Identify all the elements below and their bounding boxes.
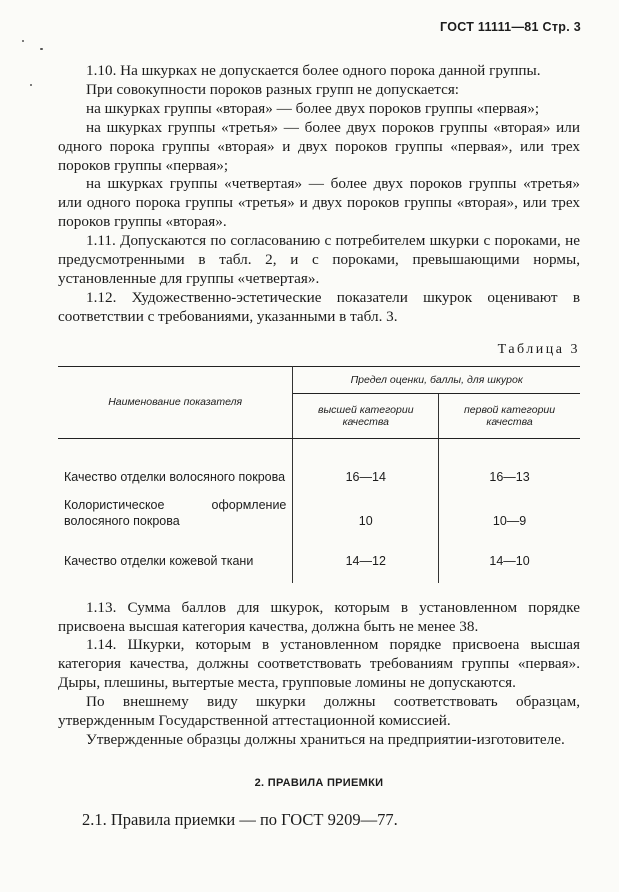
row-high-value: 14—12 — [293, 529, 439, 583]
row-first-value: 10—9 — [492, 513, 527, 528]
paragraph-1-14: 1.14. Шкурки, которым в установленном порядке присвоена высшая категория качества, должны соответствовать требованиям группы «первая». Дыры, плешины, вытертые места, групповые ломины не допускаются. — [58, 636, 580, 692]
table-row — [58, 529, 580, 583]
paragraph-group-fourth: на шкурках группы «четвертая» — более двух пороков группы «третья» или одного порока группы «третья» и двух пороков группы «вторая», или трех пороков группы «вторая». — [58, 175, 580, 231]
col-header-group: Предел оценки, баллы, для шкурок — [293, 366, 580, 393]
paragraph-group-second: на шкурках группы «вторая» — более двух пороков группы «первая»; — [86, 99, 540, 117]
page-body — [58, 62, 580, 830]
col-header-name: Наименование показателя — [58, 366, 293, 438]
row-high-value: 10 — [293, 485, 439, 529]
scan-speck — [22, 40, 24, 42]
section-title: 2. ПРАВИЛА ПРИЕМКИ — [254, 776, 384, 789]
row-first-value: 16—13 — [489, 469, 530, 484]
scan-speck — [30, 84, 32, 86]
paragraph-appearance: По внешнему виду шкурки должны соответствовать образцам, утвержденным Государственной аттестационной комиссией. — [58, 693, 580, 730]
paragraph-1-12: 1.12. Художественно-эстетические показатели шкурок оценивают в соответствии с требованиями, указанными в табл. 3. — [58, 288, 580, 325]
row-name: Качество отделки кожевой ткани — [58, 529, 293, 583]
table-3 — [58, 366, 580, 583]
paragraph-group-third: на шкурках группы «третья» — более двух пороков группы «вторая» или одного порока группы «вторая» и двух пороков группы «первая», или трех пороков группы «первая»; — [58, 118, 580, 174]
table-row — [58, 485, 580, 529]
row-name: Колористическое оформление волосяного покрова — [58, 485, 293, 529]
col-header-high: высшей категории качества — [293, 393, 439, 438]
col-header-first: первой категории качества — [439, 393, 580, 438]
page-header: ГОСТ 11111—81 Стр. 3 — [439, 20, 581, 34]
paragraph-2-1: 2.1. Правила приемки — по ГОСТ 9209—77. — [82, 809, 398, 829]
table-caption: Таблица 3 — [497, 341, 580, 357]
paragraph-1-11: 1.11. Допускаются по согласованию с потребителем шкурки с пороками, не предусмотренными в табл. 2, и с пороками, превышающими нормы, установленные для группы «четвертая». — [58, 232, 580, 287]
paragraph-combination: При совокупности пороков разных групп не допускается: — [86, 80, 460, 98]
paragraph-samples: Утвержденные образцы должны храниться на предприятии-изготовителе. — [86, 730, 565, 748]
scan-speck — [40, 48, 43, 50]
paragraph-1-13: 1.13. Сумма баллов для шкурок, которым в установленном порядке присвоена высшая категория качества, должна быть не менее 38. — [58, 598, 580, 635]
row-high-value: 16—14 — [293, 438, 439, 485]
paragraph-1-10: 1.10. На шкурках не допускается более одного порока данной группы. — [86, 62, 541, 79]
table-row — [58, 438, 580, 485]
row-name: Качество отделки волосяного покрова — [58, 438, 293, 485]
row-first-value: 14—10 — [489, 553, 530, 568]
